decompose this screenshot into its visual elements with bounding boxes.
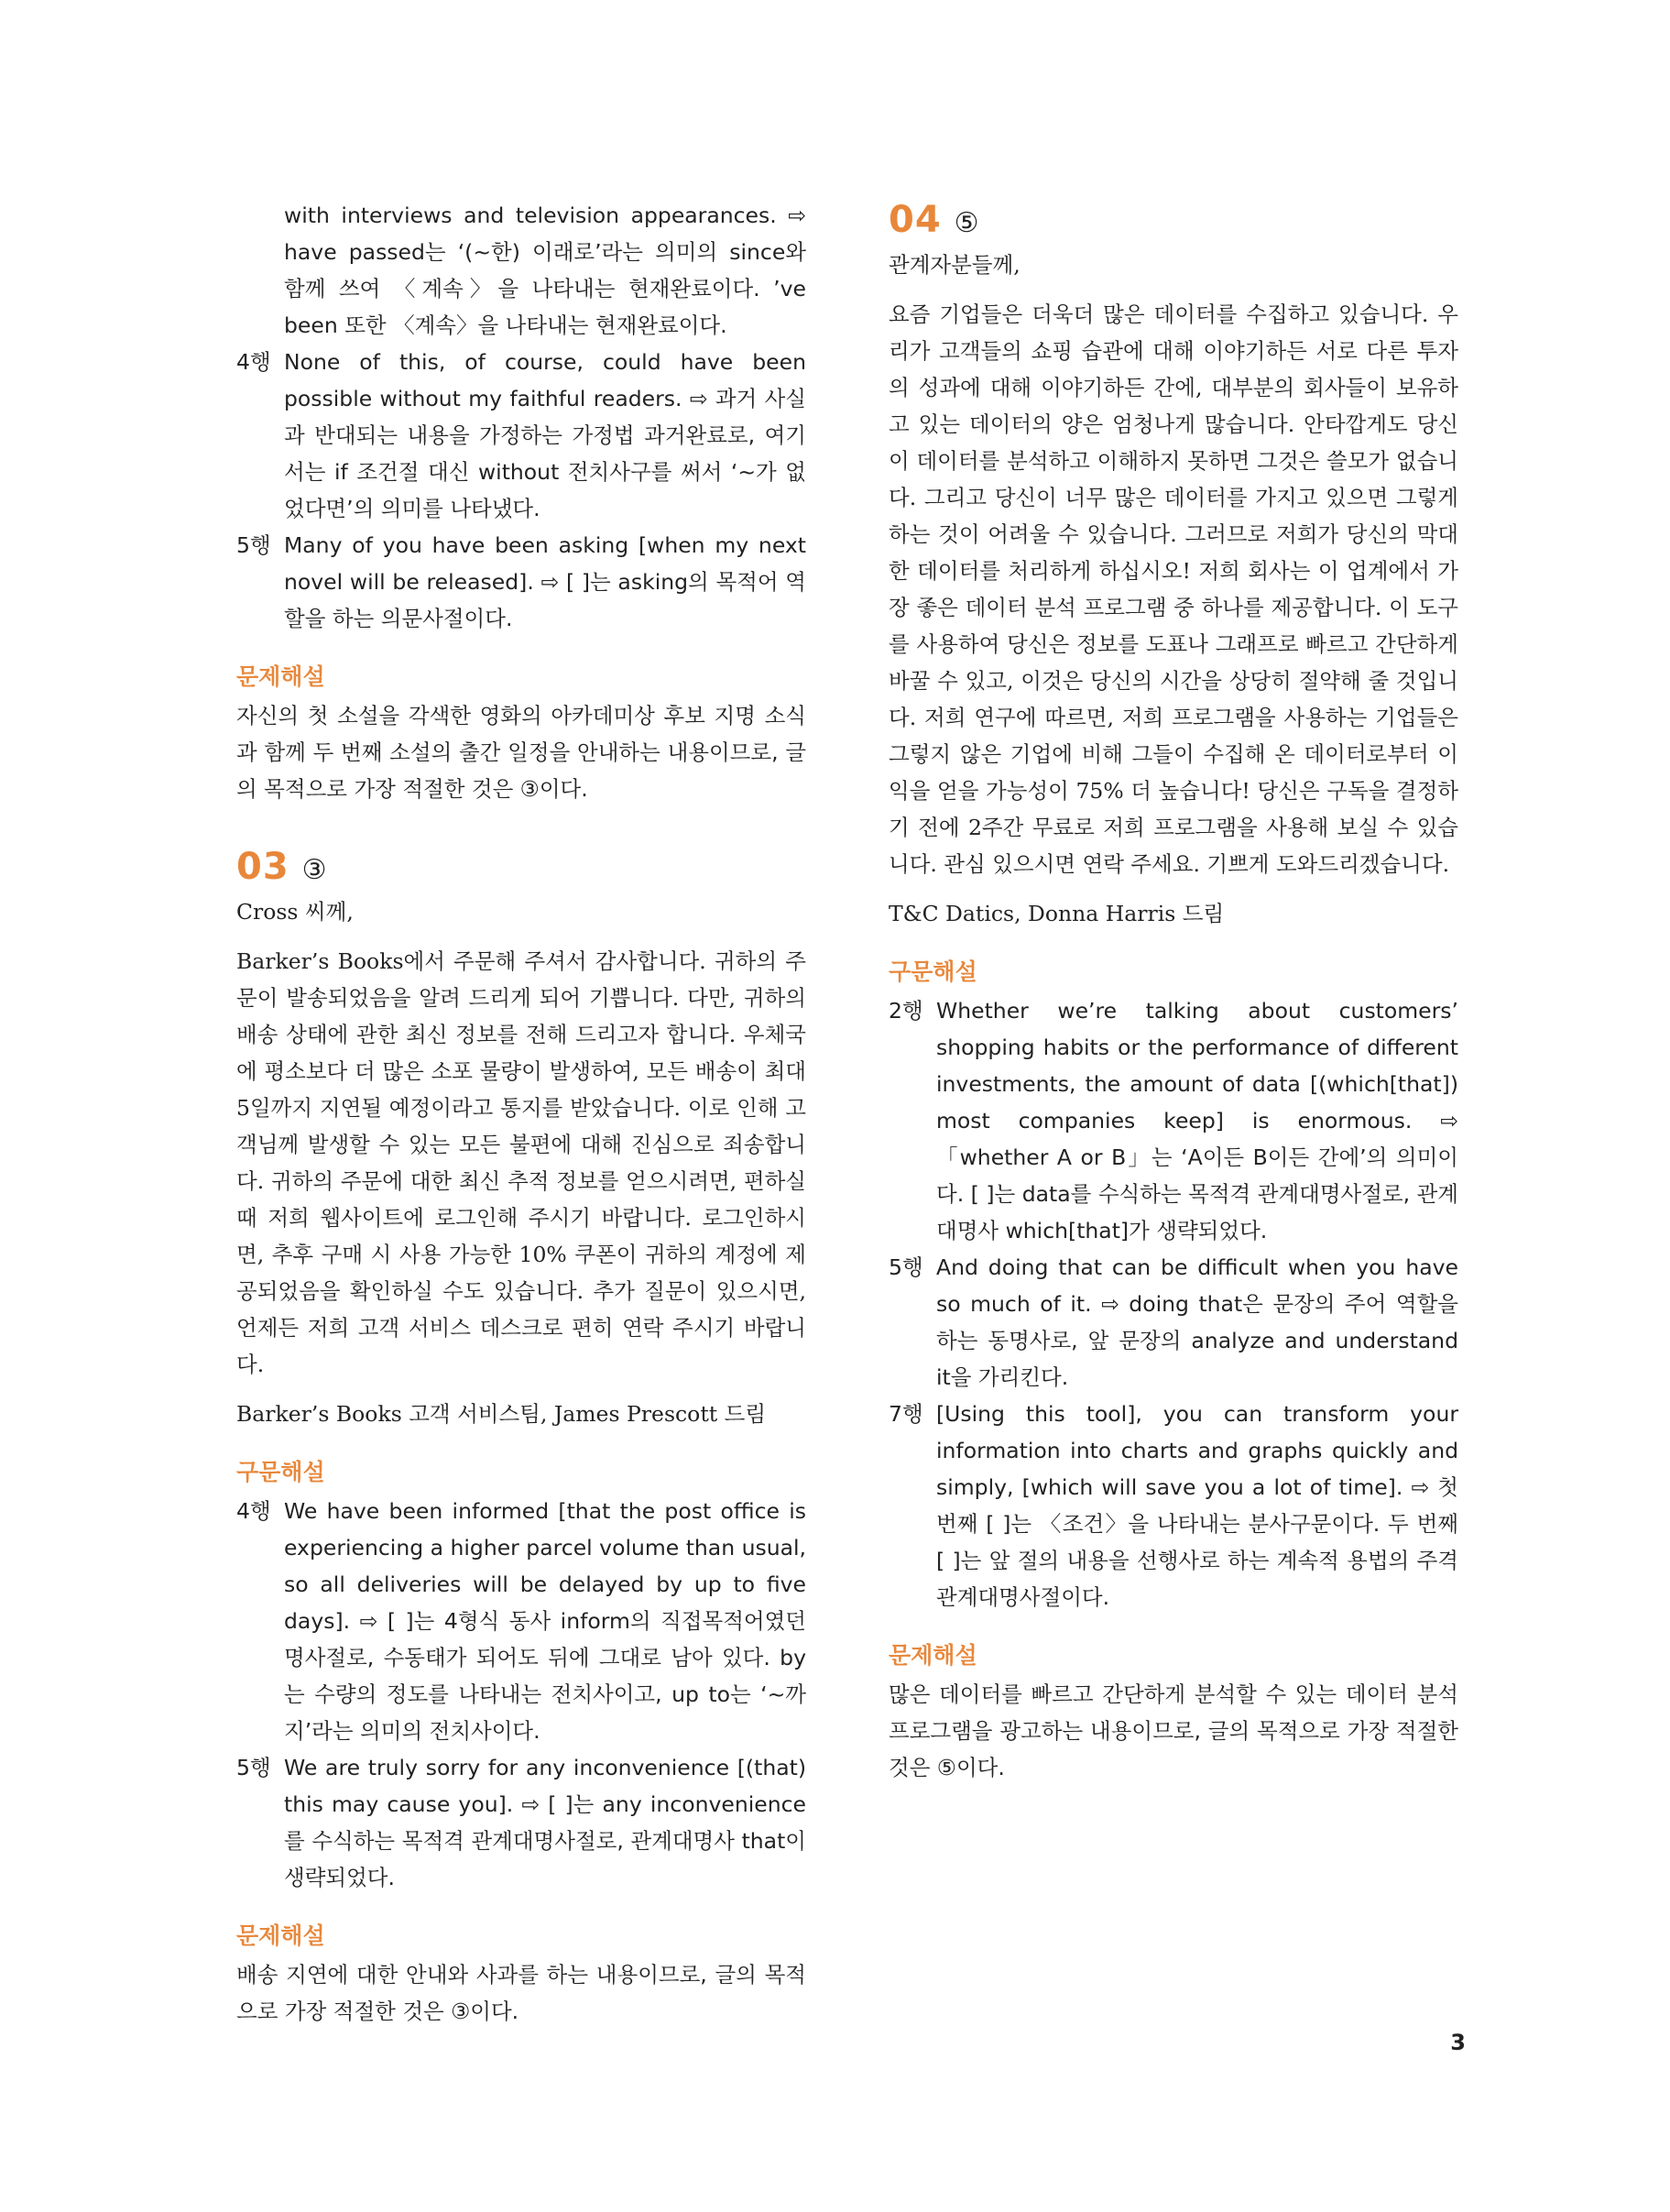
question-answer: ⑤ <box>954 207 979 239</box>
question-header <box>236 844 806 893</box>
section-label: 문제해설 <box>236 1922 325 1949</box>
syntax-text: [Using this tool], you can transform your information into charts and graphs quickly and simply, [which will save you a lot of time]. ⇨ 첫 번째 [ ]는 〈조건〉을 나타내는 분사구문이다. 두 번째 [ ]는 앞 절의 내용을 선행사로 하는 계속적 용법의 주격 관계대명사절이다. <box>936 1401 1458 1610</box>
syntax-item <box>236 1749 806 1896</box>
explanation-text: 배송 지연에 대한 안내와 사과를 하는 내용이므로, 글의 목적으로 가장 적절한 것은 ③이다. <box>236 1962 806 2024</box>
syntax-item <box>236 344 806 527</box>
explanation-text: 자신의 첫 소설을 각색한 영화의 아카데미상 후보 지명 소식과 함께 두 번째 소설의 출간 일정을 안내하는 내용이므로, 글의 목적으로 가장 적절한 것은 ③이다. <box>236 703 806 802</box>
syntax-text: Whether we’re talking about customers’ shopping habits or the performance of different investments, the amount of data [(which[that]) most companies keep] is enormous. ⇨「whether A or B」는 ‘A이든 B이든 간에’의 의미이다. [ ]는 data를 수식하는 목적격 관계대명사절로, 관계대명사 which[that]가 생략되었다. <box>936 998 1458 1243</box>
letter-salutation: Cross 씨께, <box>236 899 354 925</box>
left-column <box>236 197 806 2030</box>
question-number: 04 <box>889 199 942 241</box>
line-number: 4행 <box>236 1498 271 1524</box>
letter-body: Barker’s Books에서 주문해 주셔서 감사합니다. 귀하의 주문이 발송되었음을 알려 드리게 되어 기쁩니다. 다만, 귀하의 배송 상태에 관한 최신 정보를 전해 드리고자 합니다. 우체국에 평소보다 더 많은 소포 물량이 발생하여, 모든 배송이 최대 5일까지 지연될 예정이라고 통지를 받았습니다. 이로 인해 고객님께 발생할 수 있는 모든 불편에 대해 진심으로 죄송합니다. 귀하의 주문에 대한 최신 추적 정보를 얻으시려면, 편하실 때 저희 웹사이트에 로그인해 주시기 바랍니다. 로그인하시면, 추후 구매 시 사용 가능한 10% 쿠폰이 귀하의 계정에 제공되었음을 확인하실 수도 있습니다. 추가 질문이 있으시면, 언제든 저희 고객 서비스 데스크로 편히 연락 주시기 바랍니다. <box>236 948 806 1377</box>
explanation-text: 많은 데이터를 빠르고 간단하게 분석할 수 있는 데이터 분석 프로그램을 광고하는 내용이므로, 글의 목적으로 가장 적절한 것은 ⑤이다. <box>889 1681 1458 1780</box>
letter-body: 요즘 기업들은 더욱더 많은 데이터를 수집하고 있습니다. 우리가 고객들의 쇼핑 습관에 대해 이야기하든 서로 다른 투자의 성과에 대해 이야기하든 간에, 대부분의 회사들이 보유하고 있는 데이터의 양은 엄청나게 많습니다. 안타깝게도 당신이 데이터를 분석하고 이해하지 못하면 그것은 쓸모가 없습니다. 그리고 당신이 너무 많은 데이터를 가지고 있으면 그렇게 하는 것이 어려울 수 있습니다. 그러므로 저희가 당신의 막대한 데이터를 처리하게 하십시오! 저희 회사는 이 업계에서 가장 좋은 데이터 분석 프로그램 중 하나를 제공합니다. 이 도구를 사용하여 당신은 정보를 도표나 그래프로 빠르고 간단하게 바꿀 수 있고, 이것은 당신의 시간을 상당히 절약해 줄 것입니다. 저희 연구에 따르면, 저희 프로그램을 사용하는 기업들은 그렇지 않은 기업에 비해 그들이 수집해 온 데이터로부터 이익을 얻을 가능성이 75% 더 높습니다! 당신은 구독을 결정하기 전에 2주간 무료로 저희 프로그램을 사용해 보실 수 있습니다. 관심 있으시면 연락 주세요. 기쁘게 도와드리겠습니다. <box>889 301 1458 877</box>
continued-explanation: with interviews and television appearances. ⇨ have passed는 ‘(~한) 이래로’라는 의미의 since와 함께 쓰여 〈계속〉을 나타내는 현재완료이다. ’ve been 또한 〈계속〉을 나타내는 현재완료이다. <box>284 203 806 338</box>
syntax-item <box>236 1493 806 1749</box>
syntax-item <box>889 1249 1458 1396</box>
section-label: 문제해설 <box>889 1642 977 1669</box>
section-label: 구문해설 <box>889 958 977 985</box>
syntax-item <box>889 992 1458 1249</box>
section-label: 구문해설 <box>236 1459 325 1485</box>
question-number: 03 <box>236 846 289 888</box>
line-number: 4행 <box>236 349 271 375</box>
syntax-text: And doing that can be difficult when you have so much of it. ⇨ doing that은 문장의 주어 역할을 하는 동명사로, 앞 문장의 analyze and understand it을 가리킨다. <box>936 1254 1458 1390</box>
question-answer: ③ <box>301 854 327 886</box>
section-label: 문제해설 <box>236 663 325 690</box>
syntax-item <box>889 1396 1458 1615</box>
syntax-item <box>236 527 806 637</box>
question-header <box>889 197 1458 246</box>
syntax-text: We are truly sorry for any inconvenience [(that) this may cause you]. ⇨ [ ]는 any inconvenience를 수식하는 목적격 관계대명사절로, 관계대명사 that이 생략되었다. <box>284 1755 806 1890</box>
syntax-text: Many of you have been asking [when my next novel will be released]. ⇨ [ ]는 asking의 목적어 역할을 하는 의문사절이다. <box>284 532 806 631</box>
syntax-text: None of this, of course, could have been possible without my faithful readers. ⇨ 과거 사실과 반대되는 내용을 가정하는 가정법 과거완료로, 여기서는 if 조건절 대신 without 전치사구를 써서 ‘~가 없었다면’의 의미를 나타냈다. <box>284 349 806 521</box>
line-number: 2행 <box>889 998 923 1024</box>
line-number: 5행 <box>236 1755 271 1780</box>
page-number: 3 <box>1450 2030 1466 2055</box>
letter-signature: T&C Datics, Donna Harris 드림 <box>889 901 1225 926</box>
right-column <box>889 197 1458 1786</box>
letter-signature: Barker’s Books 고객 서비스팀, James Prescott 드림 <box>236 1401 767 1427</box>
line-number: 5행 <box>889 1254 923 1280</box>
line-number: 5행 <box>236 532 271 558</box>
letter-salutation: 관계자분들께, <box>889 252 1021 278</box>
syntax-text: We have been informed [that the post office is experiencing a higher parcel volume than usual, so all deliveries will be delayed by up to five days]. ⇨ [ ]는 4형식 동사 inform의 직접목적어였던 명사절로, 수동태가 되어도 뒤에 그대로 남아 있다. by는 수량의 정도를 나타내는 전치사이고, up to는 ‘~까지’라는 의미의 전치사이다. <box>284 1498 806 1744</box>
line-number: 7행 <box>889 1401 923 1427</box>
